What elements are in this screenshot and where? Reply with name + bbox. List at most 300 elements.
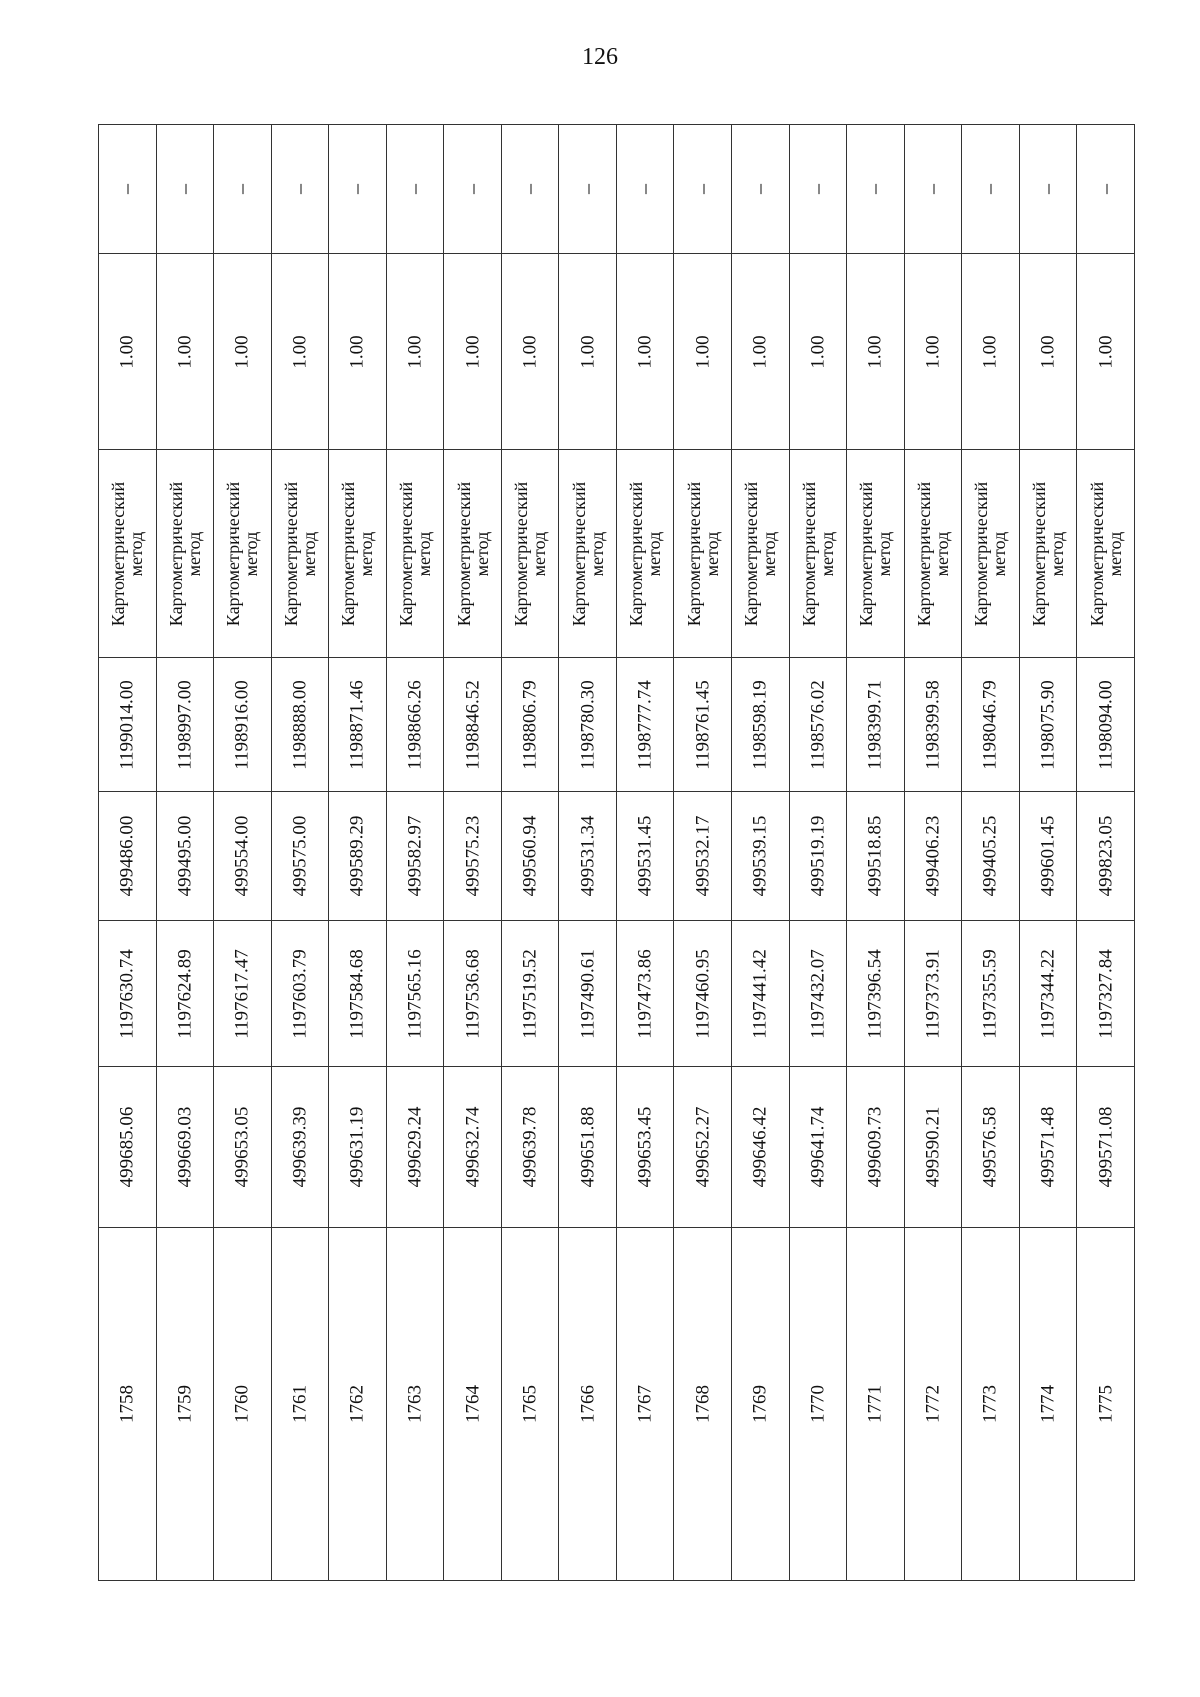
note-text: –: [576, 184, 599, 194]
x2-text: 499539.15: [749, 815, 771, 897]
accuracy-cell: [156, 254, 214, 450]
y1-cell: [904, 921, 962, 1067]
note-cell: [1019, 125, 1077, 254]
y1-text: 1197373.91: [922, 948, 944, 1039]
x2-cell: [962, 792, 1020, 921]
y1-cell: [99, 921, 157, 1067]
x1-text: 499632.74: [462, 1106, 484, 1188]
method-line-1: Картометрический: [453, 481, 474, 626]
x2-text: 499532.17: [692, 815, 714, 897]
y1-text: 1197603.79: [289, 948, 311, 1039]
method-line-2: метод: [241, 531, 262, 576]
note-text: –: [173, 184, 196, 194]
method-text: [685, 481, 721, 625]
y2-cell: [847, 658, 905, 792]
accuracy-cell: [789, 254, 847, 450]
method-text: [915, 481, 951, 625]
point-number-text: 1760: [231, 1385, 253, 1423]
method-cell: [156, 450, 214, 658]
note-cell: [156, 125, 214, 254]
y2-text: 1198916.00: [231, 679, 253, 770]
y2-text: 1198598.19: [749, 679, 771, 770]
method-text: [627, 481, 663, 625]
method-text: [339, 481, 375, 625]
x1-text: 499641.74: [807, 1106, 829, 1188]
table-row: [99, 1228, 1135, 1581]
point-number-text: 1773: [979, 1385, 1001, 1423]
x2-text: 499405.25: [979, 815, 1001, 897]
y1-text: 1197432.07: [807, 948, 829, 1039]
method-line-1: Картометрический: [856, 481, 877, 626]
y2-cell: [214, 658, 272, 792]
x2-text: 499823.05: [1095, 815, 1117, 897]
table-row: [99, 254, 1135, 450]
x1-text: 499590.21: [922, 1106, 944, 1188]
method-text: [282, 481, 318, 625]
note-text: –: [288, 184, 311, 194]
y2-text: 1198399.58: [922, 679, 944, 770]
x1-text: 499571.48: [1037, 1106, 1059, 1188]
y2-cell: [789, 658, 847, 792]
y2-cell: [962, 658, 1020, 792]
x1-text: 499653.45: [634, 1106, 656, 1188]
x1-cell: [559, 1067, 617, 1228]
point-number-cell: [214, 1228, 272, 1581]
method-line-1: Картометрический: [798, 481, 819, 626]
x2-cell: [847, 792, 905, 921]
y1-cell: [616, 921, 674, 1067]
x1-text: 499639.78: [519, 1106, 541, 1188]
note-cell: [501, 125, 559, 254]
x1-cell: [904, 1067, 962, 1228]
x1-cell: [1019, 1067, 1077, 1228]
y2-text: 1198871.46: [346, 679, 368, 770]
table-row: [99, 921, 1135, 1067]
note-text: –: [978, 184, 1001, 194]
accuracy-text: 1.00: [749, 334, 771, 369]
table-row: [99, 125, 1135, 254]
accuracy-cell: [1019, 254, 1077, 450]
point-number-cell: [386, 1228, 444, 1581]
x1-cell: [789, 1067, 847, 1228]
accuracy-text: 1.00: [634, 334, 656, 369]
y1-text: 1197519.52: [519, 948, 541, 1039]
x2-text: 499560.94: [519, 815, 541, 897]
x2-cell: [329, 792, 387, 921]
y2-text: 1198399.71: [864, 679, 886, 770]
y1-cell: [329, 921, 387, 1067]
x1-cell: [732, 1067, 790, 1228]
accuracy-text: 1.00: [231, 334, 253, 369]
method-line-2: метод: [183, 531, 204, 576]
method-line-1: Картометрический: [1029, 481, 1050, 626]
method-cell: [674, 450, 732, 658]
method-text: [167, 481, 203, 625]
x2-cell: [732, 792, 790, 921]
point-number-text: 1766: [577, 1385, 599, 1423]
y2-cell: [904, 658, 962, 792]
accuracy-cell: [1077, 254, 1135, 450]
x1-cell: [962, 1067, 1020, 1228]
method-line-1: Картометрический: [165, 481, 186, 626]
y1-text: 1197565.16: [404, 948, 426, 1039]
accuracy-cell: [386, 254, 444, 450]
method-line-1: Картометрический: [280, 481, 301, 626]
y2-cell: [559, 658, 617, 792]
method-text: [800, 481, 836, 625]
method-text: [857, 481, 893, 625]
method-line-2: метод: [759, 531, 780, 576]
x1-text: 499669.03: [174, 1106, 196, 1188]
x1-cell: [99, 1067, 157, 1228]
point-number-text: 1767: [634, 1385, 656, 1423]
y2-text: 1198866.26: [404, 679, 426, 770]
y1-text: 1197441.42: [749, 948, 771, 1039]
y1-cell: [1019, 921, 1077, 1067]
method-line-1: Картометрический: [1086, 481, 1107, 626]
method-text: [742, 481, 778, 625]
x1-text: 499571.08: [1095, 1106, 1117, 1188]
point-number-text: 1768: [692, 1385, 714, 1423]
note-text: –: [461, 184, 484, 194]
coordinates-table-wrapper: [98, 124, 1135, 1581]
y2-text: 1198576.02: [807, 679, 829, 770]
x2-text: 499531.34: [577, 815, 599, 897]
x2-cell: [99, 792, 157, 921]
x2-cell: [156, 792, 214, 921]
x1-text: 499631.19: [346, 1106, 368, 1188]
y1-text: 1197473.86: [634, 948, 656, 1039]
x1-cell: [501, 1067, 559, 1228]
method-cell: [1077, 450, 1135, 658]
note-text: –: [633, 184, 656, 194]
method-line-2: метод: [1047, 531, 1068, 576]
accuracy-cell: [501, 254, 559, 450]
x2-text: 499518.85: [864, 815, 886, 897]
method-cell: [99, 450, 157, 658]
method-line-2: метод: [586, 531, 607, 576]
y1-cell: [444, 921, 502, 1067]
note-cell: [789, 125, 847, 254]
point-number-cell: [732, 1228, 790, 1581]
method-cell: [789, 450, 847, 658]
note-cell: [904, 125, 962, 254]
accuracy-text: 1.00: [346, 334, 368, 369]
note-cell: [847, 125, 905, 254]
x1-text: 499629.24: [404, 1106, 426, 1188]
point-number-cell: [789, 1228, 847, 1581]
point-number-cell: [962, 1228, 1020, 1581]
x1-cell: [616, 1067, 674, 1228]
point-number-text: 1762: [346, 1385, 368, 1423]
method-cell: [732, 450, 790, 658]
y1-text: 1197617.47: [231, 948, 253, 1039]
note-cell: [732, 125, 790, 254]
note-cell: [616, 125, 674, 254]
x1-cell: [847, 1067, 905, 1228]
x1-cell: [1077, 1067, 1135, 1228]
method-text: [972, 481, 1008, 625]
accuracy-text: 1.00: [116, 334, 138, 369]
accuracy-cell: [674, 254, 732, 450]
method-text: [512, 481, 548, 625]
accuracy-cell: [214, 254, 272, 450]
x2-text: 499575.00: [289, 815, 311, 897]
y2-cell: [271, 658, 329, 792]
accuracy-text: 1.00: [807, 334, 829, 369]
x1-text: 499609.73: [864, 1106, 886, 1188]
table-row: [99, 792, 1135, 921]
x1-cell: [214, 1067, 272, 1228]
method-line-1: Картометрический: [683, 481, 704, 626]
x2-cell: [501, 792, 559, 921]
accuracy-cell: [904, 254, 962, 450]
accuracy-text: 1.00: [1037, 334, 1059, 369]
y2-cell: [386, 658, 444, 792]
accuracy-text: 1.00: [462, 334, 484, 369]
point-number-text: 1771: [864, 1385, 886, 1423]
method-line-1: Картометрический: [338, 481, 359, 626]
note-cell: [214, 125, 272, 254]
method-line-2: метод: [126, 531, 147, 576]
y1-cell: [559, 921, 617, 1067]
method-cell: [1019, 450, 1077, 658]
point-number-cell: [271, 1228, 329, 1581]
y2-text: 1198075.90: [1037, 679, 1059, 770]
note-cell: [444, 125, 502, 254]
point-number-text: 1765: [519, 1385, 541, 1423]
accuracy-text: 1.00: [519, 334, 541, 369]
note-text: –: [115, 184, 138, 194]
note-text: –: [921, 184, 944, 194]
note-cell: [271, 125, 329, 254]
table-row: [99, 1067, 1135, 1228]
x2-text: 499531.45: [634, 815, 656, 897]
point-number-text: 1761: [289, 1385, 311, 1423]
note-text: –: [691, 184, 714, 194]
note-text: –: [1094, 184, 1117, 194]
point-number-text: 1763: [404, 1385, 426, 1423]
y2-text: 1198997.00: [174, 679, 196, 770]
note-cell: [386, 125, 444, 254]
point-number-cell: [1077, 1228, 1135, 1581]
y1-cell: [732, 921, 790, 1067]
note-cell: [1077, 125, 1135, 254]
x2-text: 499589.29: [346, 815, 368, 897]
note-cell: [99, 125, 157, 254]
point-number-text: 1774: [1037, 1385, 1059, 1423]
point-number-text: 1775: [1095, 1385, 1117, 1423]
y2-cell: [156, 658, 214, 792]
accuracy-cell: [99, 254, 157, 450]
x2-cell: [904, 792, 962, 921]
method-line-2: метод: [931, 531, 952, 576]
x2-text: 499519.19: [807, 815, 829, 897]
note-cell: [962, 125, 1020, 254]
method-cell: [559, 450, 617, 658]
method-text: [1088, 481, 1124, 625]
y2-cell: [99, 658, 157, 792]
point-number-text: 1764: [462, 1385, 484, 1423]
point-number-cell: [156, 1228, 214, 1581]
method-line-1: Картометрический: [511, 481, 532, 626]
accuracy-cell: [847, 254, 905, 450]
method-line-2: метод: [874, 531, 895, 576]
y2-text: 1198846.52: [462, 679, 484, 770]
method-text: [109, 481, 145, 625]
x2-text: 499575.23: [462, 815, 484, 897]
note-cell: [674, 125, 732, 254]
point-number-cell: [329, 1228, 387, 1581]
y1-cell: [156, 921, 214, 1067]
y2-text: 1198761.45: [692, 679, 714, 770]
method-line-1: Картометрический: [741, 481, 762, 626]
method-cell: [962, 450, 1020, 658]
note-text: –: [518, 184, 541, 194]
accuracy-cell: [962, 254, 1020, 450]
x2-text: 499486.00: [116, 815, 138, 897]
x1-text: 499685.06: [116, 1106, 138, 1188]
method-text: [224, 481, 260, 625]
y1-cell: [962, 921, 1020, 1067]
accuracy-text: 1.00: [404, 334, 426, 369]
method-line-2: метод: [298, 531, 319, 576]
point-number-text: 1758: [116, 1385, 138, 1423]
accuracy-cell: [616, 254, 674, 450]
x2-text: 499406.23: [922, 815, 944, 897]
y1-text: 1197536.68: [462, 948, 484, 1039]
method-line-2: метод: [816, 531, 837, 576]
method-line-1: Картометрический: [396, 481, 416, 626]
note-text: –: [345, 184, 368, 194]
y2-text: 1198777.74: [634, 679, 656, 770]
note-text: –: [230, 184, 253, 194]
y2-cell: [444, 658, 502, 792]
y1-text: 1197490.61: [577, 948, 599, 1039]
method-line-1: Картометрический: [568, 481, 589, 626]
y1-text: 1197630.74: [116, 948, 138, 1039]
y1-text: 1197624.89: [174, 948, 196, 1039]
x2-cell: [616, 792, 674, 921]
point-number-text: 1769: [749, 1385, 771, 1423]
method-line-1: Картометрический: [971, 481, 992, 626]
x2-text: 499601.45: [1037, 815, 1059, 897]
point-number-cell: [847, 1228, 905, 1581]
method-line-1: Картометрический: [223, 481, 244, 626]
y2-cell: [732, 658, 790, 792]
point-number-text: 1772: [922, 1385, 944, 1423]
point-number-cell: [616, 1228, 674, 1581]
method-cell: [444, 450, 502, 658]
point-number-cell: [99, 1228, 157, 1581]
y2-text: 1199014.00: [116, 679, 138, 770]
note-text: –: [1036, 184, 1059, 194]
accuracy-text: 1.00: [864, 334, 886, 369]
point-number-cell: [444, 1228, 502, 1581]
x2-cell: [789, 792, 847, 921]
point-number-cell: [501, 1228, 559, 1581]
accuracy-text: 1.00: [577, 334, 599, 369]
accuracy-cell: [271, 254, 329, 450]
method-text: [570, 481, 606, 625]
method-cell: [386, 450, 444, 658]
x1-cell: [329, 1067, 387, 1228]
accuracy-cell: [732, 254, 790, 450]
note-text: –: [863, 184, 886, 194]
method-cell: [271, 450, 329, 658]
method-line-2: метод: [644, 531, 665, 576]
note-text: –: [806, 184, 829, 194]
accuracy-text: 1.00: [979, 334, 1001, 369]
note-cell: [559, 125, 617, 254]
x2-cell: [1077, 792, 1135, 921]
accuracy-text: 1.00: [174, 334, 196, 369]
method-line-2: метод: [989, 531, 1010, 576]
y2-cell: [501, 658, 559, 792]
note-text: –: [403, 184, 426, 194]
y2-text: 1198888.00: [289, 679, 311, 770]
y1-text: 1197584.68: [346, 948, 368, 1039]
x1-text: 499646.42: [749, 1106, 771, 1188]
y1-cell: [789, 921, 847, 1067]
note-text: –: [748, 184, 771, 194]
y1-cell: [501, 921, 559, 1067]
x2-cell: [1019, 792, 1077, 921]
method-line-2: метод: [471, 531, 492, 576]
method-line-1: Картометрический: [913, 481, 934, 626]
method-cell: [904, 450, 962, 658]
point-number-cell: [1019, 1228, 1077, 1581]
y1-cell: [674, 921, 732, 1067]
method-line-1: Картометрический: [108, 481, 129, 626]
method-cell: [501, 450, 559, 658]
x1-text: 499652.27: [692, 1106, 714, 1188]
y2-text: 1198780.30: [577, 679, 599, 770]
point-number-cell: [904, 1228, 962, 1581]
method-cell: [847, 450, 905, 658]
x1-cell: [444, 1067, 502, 1228]
point-number-cell: [559, 1228, 617, 1581]
point-number-text: 1770: [807, 1385, 829, 1423]
method-line-2: метод: [356, 531, 377, 576]
accuracy-text: 1.00: [922, 334, 944, 369]
y2-cell: [1077, 658, 1135, 792]
y1-text: 1197355.59: [979, 948, 1001, 1039]
y2-cell: [329, 658, 387, 792]
x2-cell: [271, 792, 329, 921]
y1-text: 1197460.95: [692, 948, 714, 1039]
method-cell: [214, 450, 272, 658]
accuracy-cell: [559, 254, 617, 450]
y2-cell: [1019, 658, 1077, 792]
y2-text: 1198094.00: [1095, 679, 1117, 770]
method-line-2: метод: [529, 531, 550, 576]
y1-text: 1197344.22: [1037, 948, 1059, 1039]
table-row: [99, 658, 1135, 792]
x1-cell: [386, 1067, 444, 1228]
y2-text: 1198046.79: [979, 679, 1001, 770]
accuracy-text: 1.00: [1095, 334, 1117, 369]
y1-text: 1197396.54: [864, 948, 886, 1039]
method-line-1: Картометрический: [626, 481, 647, 626]
x2-text: 499495.00: [174, 815, 196, 897]
x1-cell: [674, 1067, 732, 1228]
x2-text: 499582.97: [404, 815, 426, 897]
y2-text: 1198806.79: [519, 679, 541, 770]
y2-cell: [616, 658, 674, 792]
x1-text: 499653.05: [231, 1106, 253, 1188]
y2-cell: [674, 658, 732, 792]
